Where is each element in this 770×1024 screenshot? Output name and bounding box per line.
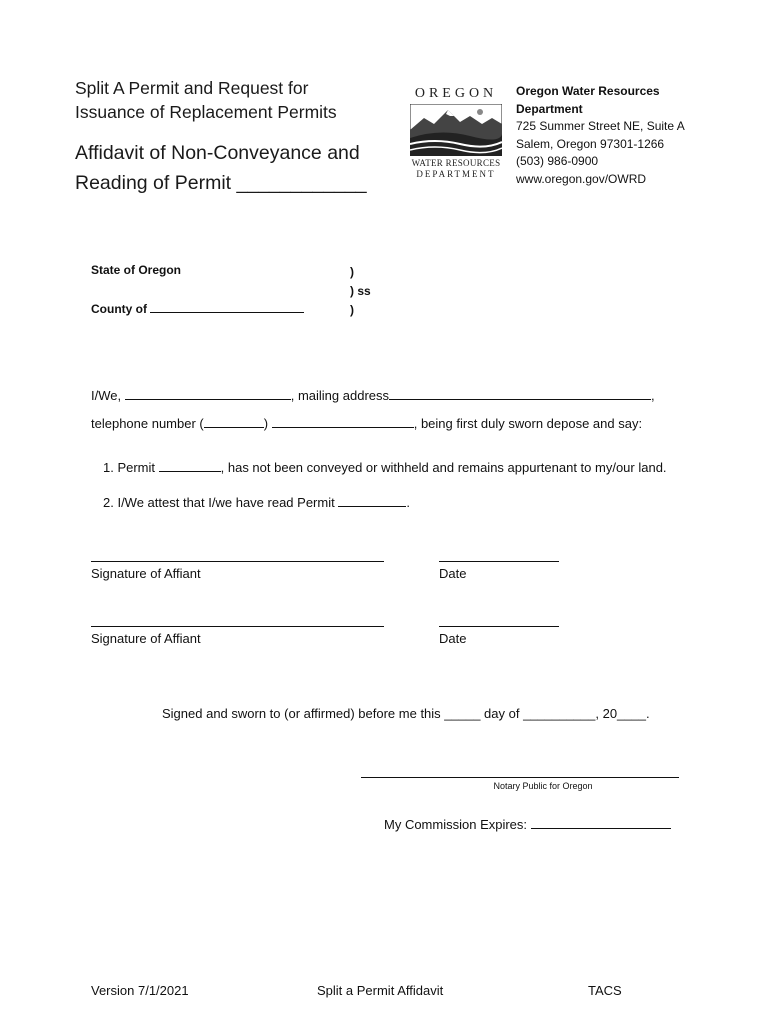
signature-line-1[interactable] — [91, 561, 384, 562]
date-label-2: Date — [439, 631, 467, 646]
agency-phone: (503) 986-0900 — [516, 154, 599, 168]
permit-number-blank[interactable]: ____________ — [236, 172, 367, 194]
permit-number-field-2[interactable] — [338, 494, 406, 507]
commission-expires: My Commission Expires: — [384, 816, 671, 832]
logo-water-resources-text: WATER RESOURCES — [411, 158, 501, 168]
signature-line-2[interactable] — [91, 626, 384, 627]
agency-street: 725 Summer Street NE, Suite A — [516, 119, 685, 133]
date-label-1: Date — [439, 566, 467, 581]
affidavit-title-text: Reading of Permit — [75, 172, 232, 194]
logo-department-text: DEPARTMENT — [416, 169, 496, 179]
signature-label-2: Signature of Affiant — [91, 631, 201, 646]
statement-1: 1. Permit , has not been conveyed or withheld and remains appurtenant to my/our land. — [103, 460, 667, 475]
ss-bracket — [350, 263, 371, 320]
county-label: County of — [91, 300, 304, 316]
affiant-name-line: I/We, , mailing address , — [91, 388, 655, 403]
notary-signature-line[interactable] — [361, 777, 679, 778]
footer-form-name: Split a Permit Affidavit — [317, 983, 444, 998]
affidavit-title-line2 — [75, 168, 367, 198]
signature-label-1: Signature of Affiant — [91, 566, 201, 581]
state-label: State of Oregon — [91, 263, 182, 277]
statement-2: 2. I/We attest that I/we have read Permit . — [103, 495, 410, 510]
commission-expires-field[interactable] — [531, 816, 671, 829]
date-line-1[interactable] — [439, 561, 559, 562]
form-title-line2: Issuance of Replacement Permits — [75, 102, 337, 122]
permit-number-field-1[interactable] — [159, 459, 221, 472]
date-line-2[interactable] — [439, 626, 559, 627]
bracket-line3: ) — [350, 303, 354, 317]
sworn-statement: Signed and sworn to (or affirmed) before me this _____ day of __________, 20____. — [162, 706, 650, 721]
form-title-line1: Split A Permit and Request for — [75, 78, 309, 98]
agency-website[interactable]: www.oregon.gov/OWRD — [516, 171, 647, 186]
agency-name-line2: Department — [516, 101, 583, 116]
agency-city: Salem, Oregon 97301-1266 — [516, 136, 665, 151]
notary-label: Notary Public for Oregon — [493, 781, 593, 791]
logo-oregon-text: OREGON — [414, 86, 498, 101]
footer-version: Version 7/1/2021 — [91, 983, 189, 998]
bracket-line1: ) — [350, 265, 354, 279]
mailing-address-field[interactable] — [389, 387, 651, 400]
agency-address — [516, 83, 685, 188]
area-code-field[interactable] — [204, 415, 264, 428]
mountain-landscape-icon — [410, 104, 502, 156]
footer-code: TACS — [588, 983, 622, 998]
telephone-field[interactable] — [272, 415, 414, 428]
agency-name-line1: Oregon Water Resources — [516, 84, 660, 98]
telephone-line: telephone number ( ) , being first duly sworn depose and say: — [91, 416, 643, 431]
affiant-name-field[interactable] — [125, 387, 291, 400]
owrd-logo — [408, 86, 504, 182]
affidavit-title-line1: Affidavit of Non-Conveyance and — [75, 142, 360, 164]
county-field[interactable] — [150, 300, 304, 313]
bracket-line2: ) ss — [350, 284, 371, 298]
